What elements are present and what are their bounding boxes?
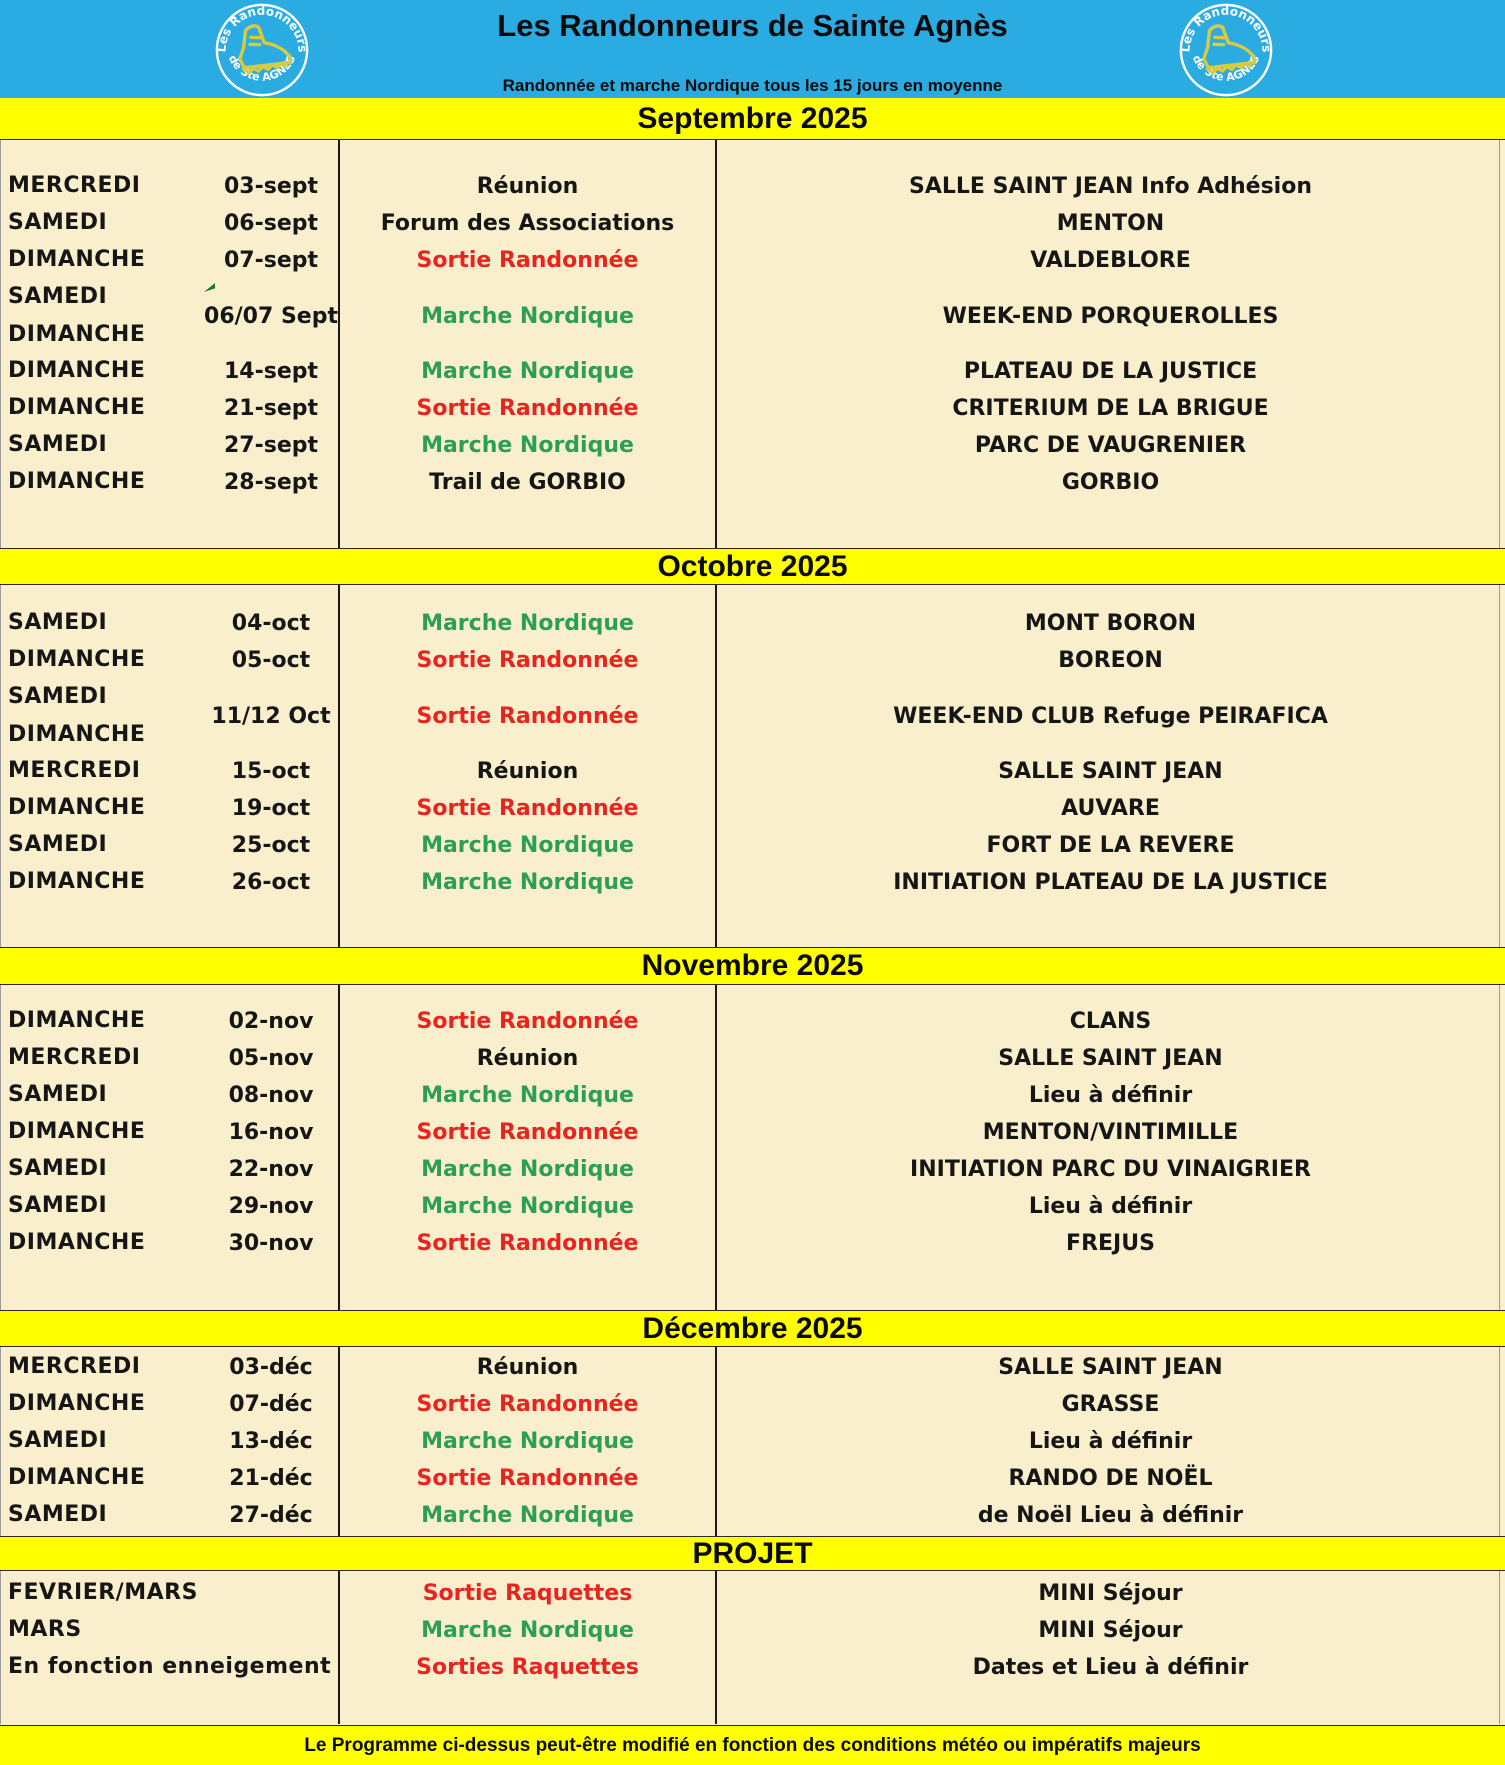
- location-cell: [716, 1612, 1505, 1649]
- day-label: DIMANCHE: [8, 321, 146, 347]
- schedule-row: [0, 427, 1505, 464]
- day-date-cell: [0, 1612, 339, 1649]
- location-cell: [716, 679, 1505, 753]
- row-days: [8, 1114, 203, 1151]
- activity-cell: [339, 1497, 716, 1534]
- row-date: 03-déc: [229, 1355, 313, 1380]
- location-cell: [716, 1386, 1505, 1423]
- day-label: MARS: [8, 1617, 82, 1643]
- activity-cell: [339, 1003, 716, 1040]
- month-section: [0, 548, 1505, 947]
- activity-cell: [339, 1575, 716, 1612]
- location-cell: [716, 205, 1505, 242]
- logo-bottom-text: de Ste AGNES: [225, 53, 299, 84]
- row-activity: Réunion: [476, 174, 579, 199]
- activity-cell: [339, 390, 716, 427]
- row-date: 08-nov: [228, 1083, 314, 1108]
- day-label: DIMANCHE: [8, 721, 146, 747]
- day-label: DIMANCHE: [8, 358, 146, 384]
- row-days: [8, 1151, 203, 1188]
- day-date-cell: [0, 827, 339, 864]
- row-date: 07-sept: [223, 248, 319, 273]
- month-section: [0, 1536, 1505, 1724]
- logo-top-text: Les Randonneurs: [214, 3, 310, 53]
- activity-cell: [339, 1077, 716, 1114]
- day-date-cell: [0, 464, 339, 501]
- location-cell: [716, 1575, 1505, 1612]
- row-location: MENTON: [1056, 211, 1165, 236]
- location-cell: [716, 1349, 1505, 1386]
- row-activity: Marche Nordique: [421, 611, 634, 636]
- day-date-cell: [0, 279, 339, 353]
- row-location: MENTON/VINTIMILLE: [982, 1120, 1239, 1145]
- activity-cell: [339, 605, 716, 642]
- row-days: [8, 864, 203, 901]
- month-title: PROJET: [692, 1536, 813, 1570]
- day-date-cell: [0, 242, 339, 279]
- row-location: RANDO DE NOËL: [1008, 1466, 1213, 1491]
- row-days: [8, 427, 203, 464]
- row-date: 13-déc: [229, 1429, 313, 1454]
- page-subtitle: Randonnée et marche Nordique tous les 15 jours en moyenne: [502, 76, 1003, 95]
- day-label: DIMANCHE: [8, 647, 146, 673]
- day-label: MERCREDI: [8, 173, 141, 199]
- schedule-row: [0, 605, 1505, 642]
- day-date-cell: [0, 1423, 339, 1460]
- schedule-row: [0, 205, 1505, 242]
- row-activity: Sortie Randonnée: [416, 1009, 639, 1034]
- day-label: SAMEDI: [8, 1193, 108, 1219]
- row-activity: Réunion: [476, 1046, 579, 1071]
- activity-cell: [339, 1460, 716, 1497]
- day-date-cell: [0, 1040, 339, 1077]
- schedule-row: [0, 1040, 1505, 1077]
- day-label: DIMANCHE: [8, 869, 146, 895]
- day-date-cell: [0, 168, 339, 205]
- location-cell: [716, 1077, 1505, 1114]
- month-title: Octobre 2025: [657, 549, 848, 583]
- logo-bottom-text: de Ste AGNES: [1189, 53, 1263, 84]
- day-date-cell: [0, 1151, 339, 1188]
- row-location: BOREON: [1058, 648, 1163, 673]
- footer-note: Le Programme ci-dessus peut-être modifié en fonction des conditions météo ou impératifs majeurs: [304, 1734, 1201, 1756]
- activity-cell: [339, 205, 716, 242]
- month-section: [0, 947, 1505, 1310]
- row-days: [8, 1188, 203, 1225]
- row-location: VALDEBLORE: [1030, 248, 1191, 273]
- row-date: 30-nov: [228, 1231, 314, 1256]
- day-date-cell: [0, 790, 339, 827]
- day-label: SAMEDI: [8, 1156, 108, 1182]
- location-cell: [716, 1151, 1505, 1188]
- location-cell: [716, 605, 1505, 642]
- activity-cell: [339, 1386, 716, 1423]
- schedule-row: [0, 1077, 1505, 1114]
- day-date-cell: [0, 1077, 339, 1114]
- location-cell: [716, 427, 1505, 464]
- row-activity: Sortie Randonnée: [416, 1392, 639, 1417]
- month-band: [0, 98, 1505, 140]
- schedule-row: [0, 168, 1505, 205]
- activity-cell: [339, 464, 716, 501]
- day-label: En fonction enneigement: [8, 1654, 332, 1680]
- row-activity: Marche Nordique: [421, 1429, 634, 1454]
- day-date-cell: [0, 1225, 339, 1262]
- footer-band: [0, 1725, 1505, 1765]
- month-title: Décembre 2025: [642, 1311, 863, 1345]
- row-days: [8, 1649, 332, 1686]
- row-days: [8, 827, 203, 864]
- row-date: 26-oct: [231, 870, 311, 895]
- activity-cell: [339, 790, 716, 827]
- row-days: [8, 1003, 203, 1040]
- schedule-row: [0, 390, 1505, 427]
- row-location: FREJUS: [1066, 1231, 1155, 1256]
- row-days: [8, 279, 203, 353]
- row-date: 06/07 Sept: [204, 303, 338, 329]
- activity-cell: [339, 1612, 716, 1649]
- row-location: de Noël Lieu à définir: [977, 1503, 1244, 1528]
- day-date-cell: [0, 1497, 339, 1534]
- schedule-row: [0, 242, 1505, 279]
- schedule-row: [0, 1225, 1505, 1262]
- day-date-cell: [0, 390, 339, 427]
- schedule-row: [0, 679, 1505, 753]
- schedule-row: [0, 1188, 1505, 1225]
- activity-cell: [339, 353, 716, 390]
- row-activity: Sortie Randonnée: [416, 248, 639, 273]
- month-title: Septembre 2025: [637, 101, 868, 135]
- row-activity: Réunion: [476, 1355, 579, 1380]
- row-activity: Marche Nordique: [421, 1194, 634, 1219]
- day-label: DIMANCHE: [8, 247, 146, 273]
- row-date: 21-sept: [223, 396, 319, 421]
- row-days: [8, 605, 203, 642]
- row-date: 15-oct: [231, 759, 311, 784]
- month-body: [0, 140, 1505, 548]
- row-location: Dates et Lieu à définir: [972, 1655, 1249, 1680]
- schedule-row: [0, 464, 1505, 501]
- month-section: [0, 98, 1505, 548]
- location-cell: [716, 1649, 1505, 1686]
- activity-cell: [339, 679, 716, 753]
- row-location: WEEK-END CLUB Refuge PEIRAFICA: [893, 703, 1328, 729]
- day-label: SAMEDI: [8, 1082, 108, 1108]
- day-date-cell: [0, 427, 339, 464]
- row-location: AUVARE: [1061, 796, 1160, 821]
- row-date: 27-déc: [229, 1503, 313, 1528]
- schedule-row: [0, 353, 1505, 390]
- row-activity: Sortie Raquettes: [422, 1581, 633, 1606]
- activity-cell: [339, 642, 716, 679]
- logo-top-text: Les Randonneurs: [1178, 3, 1274, 53]
- location-cell: [716, 1040, 1505, 1077]
- row-activity: Réunion: [476, 759, 579, 784]
- row-location: PARC DE VAUGRENIER: [974, 433, 1247, 458]
- row-date: 27-sept: [223, 433, 319, 458]
- schedule-row: [0, 753, 1505, 790]
- activity-cell: [339, 1649, 716, 1686]
- row-activity: Marche Nordique: [421, 359, 634, 384]
- day-date-cell: [0, 1649, 339, 1686]
- day-label: DIMANCHE: [8, 1008, 146, 1034]
- row-activity: Sortie Randonnée: [416, 796, 639, 821]
- header: [0, 0, 1505, 98]
- month-title: Novembre 2025: [641, 949, 864, 982]
- row-date: 21-déc: [229, 1466, 313, 1491]
- location-cell: [716, 1114, 1505, 1151]
- location-cell: [716, 1423, 1505, 1460]
- schedule-row: [0, 1151, 1505, 1188]
- location-cell: [716, 464, 1505, 501]
- row-location: SALLE SAINT JEAN: [998, 1355, 1223, 1380]
- activity-cell: [339, 1114, 716, 1151]
- day-date-cell: [0, 753, 339, 790]
- row-days: [8, 1386, 203, 1423]
- row-days: [8, 353, 203, 390]
- row-location: SALLE SAINT JEAN Info Adhésion: [908, 174, 1312, 199]
- schedule-row: [0, 1423, 1505, 1460]
- row-location: GRASSE: [1061, 1392, 1160, 1417]
- day-label: DIMANCHE: [8, 1230, 146, 1256]
- day-date-cell: [0, 605, 339, 642]
- row-days: [8, 1575, 203, 1612]
- schedule-row: [0, 1349, 1505, 1386]
- location-cell: [716, 1460, 1505, 1497]
- row-days: [8, 1423, 203, 1460]
- row-location: SALLE SAINT JEAN: [998, 1046, 1223, 1071]
- month-section: [0, 1310, 1505, 1536]
- day-label: DIMANCHE: [8, 395, 146, 421]
- schedule-row: [0, 1497, 1505, 1534]
- row-days: [8, 390, 203, 427]
- row-days: [8, 679, 203, 753]
- row-date: 11/12 Oct: [211, 703, 331, 729]
- month-body: [0, 985, 1505, 1310]
- location-cell: [716, 753, 1505, 790]
- row-activity: Marche Nordique: [421, 1083, 634, 1108]
- day-label: SAMEDI: [8, 210, 108, 236]
- row-location: MINI Séjour: [1038, 1581, 1183, 1606]
- row-activity: Sortie Randonnée: [416, 1466, 639, 1491]
- activity-cell: [339, 1349, 716, 1386]
- row-location: PLATEAU DE LA JUSTICE: [963, 359, 1258, 384]
- month-body: [0, 585, 1505, 947]
- row-location: Lieu à définir: [1028, 1429, 1193, 1454]
- schedule-sections: [0, 98, 1505, 1724]
- month-band: [0, 1536, 1505, 1571]
- day-date-cell: [0, 1386, 339, 1423]
- location-cell: [716, 1497, 1505, 1534]
- row-days: [8, 1349, 203, 1386]
- activity-cell: [339, 827, 716, 864]
- location-cell: [716, 1003, 1505, 1040]
- row-location: CLANS: [1069, 1009, 1152, 1034]
- day-label: SAMEDI: [8, 284, 108, 309]
- row-activity: Marche Nordique: [421, 433, 634, 458]
- row-days: [8, 1077, 203, 1114]
- row-days: [8, 1612, 203, 1649]
- row-location: SALLE SAINT JEAN: [998, 759, 1223, 784]
- schedule-row: [0, 279, 1505, 353]
- activity-cell: [339, 279, 716, 353]
- day-date-cell: [0, 1188, 339, 1225]
- row-activity: Sortie Randonnée: [416, 1231, 639, 1256]
- row-location: MINI Séjour: [1038, 1618, 1183, 1643]
- row-days: [8, 168, 203, 205]
- row-date: 22-nov: [228, 1157, 314, 1182]
- location-cell: [716, 353, 1505, 390]
- row-activity: Sortie Randonnée: [416, 703, 639, 729]
- row-days: [8, 242, 203, 279]
- row-activity: Sorties Raquettes: [416, 1655, 639, 1680]
- activity-cell: [339, 1225, 716, 1262]
- schedule-row: [0, 864, 1505, 901]
- row-date: 07-déc: [229, 1392, 313, 1417]
- day-date-cell: [0, 642, 339, 679]
- day-label: MERCREDI: [8, 758, 141, 784]
- row-days: [8, 1040, 203, 1077]
- day-label: DIMANCHE: [8, 1391, 146, 1417]
- day-label: MERCREDI: [8, 1354, 141, 1380]
- row-activity: Marche Nordique: [421, 833, 634, 858]
- row-date: 16-nov: [228, 1120, 314, 1145]
- page-title: Les Randonneurs de Sainte Agnès: [497, 8, 1008, 43]
- month-body: [0, 1571, 1505, 1724]
- row-location: Lieu à définir: [1028, 1194, 1193, 1219]
- month-band: [0, 947, 1505, 985]
- activity-cell: [339, 242, 716, 279]
- day-label: FEVRIER/MARS: [8, 1580, 198, 1606]
- location-cell: [716, 279, 1505, 353]
- activity-cell: [339, 168, 716, 205]
- day-label: MERCREDI: [8, 1045, 141, 1071]
- row-location: INITIATION PLATEAU DE LA JUSTICE: [893, 870, 1328, 895]
- row-days: [8, 642, 203, 679]
- day-label: SAMEDI: [8, 1502, 108, 1528]
- day-label: DIMANCHE: [8, 795, 146, 821]
- row-activity: Marche Nordique: [421, 870, 634, 895]
- row-location: FORT DE LA REVERE: [986, 833, 1235, 858]
- location-cell: [716, 1188, 1505, 1225]
- row-date: 29-nov: [228, 1194, 314, 1219]
- schedule-row: [0, 642, 1505, 679]
- row-date: 05-oct: [231, 648, 311, 673]
- schedule-row: [0, 827, 1505, 864]
- row-location: GORBIO: [1061, 470, 1160, 495]
- row-date: 06-sept: [223, 211, 319, 236]
- location-cell: [716, 242, 1505, 279]
- row-days: [8, 205, 203, 242]
- row-days: [8, 464, 203, 501]
- activity-cell: [339, 1188, 716, 1225]
- row-date: 02-nov: [228, 1009, 314, 1034]
- row-days: [8, 1460, 203, 1497]
- row-date: 25-oct: [231, 833, 311, 858]
- row-location: CRITERIUM DE LA BRIGUE: [952, 396, 1269, 421]
- month-band: [0, 1310, 1505, 1347]
- location-cell: [716, 790, 1505, 827]
- day-date-cell: [0, 1349, 339, 1386]
- day-label: SAMEDI: [8, 1428, 108, 1454]
- month-body: [0, 1347, 1505, 1536]
- row-location: MONT BORON: [1024, 611, 1197, 636]
- day-label: SAMEDI: [8, 684, 108, 709]
- schedule-row: [0, 1386, 1505, 1423]
- row-date: 28-sept: [223, 470, 319, 495]
- location-cell: [716, 168, 1505, 205]
- row-date: 14-sept: [223, 359, 319, 384]
- location-cell: [716, 1225, 1505, 1262]
- row-activity: Marche Nordique: [421, 1618, 634, 1643]
- row-activity: Sortie Randonnée: [416, 648, 639, 673]
- day-date-cell: [0, 1575, 339, 1612]
- day-date-cell: [0, 1114, 339, 1151]
- row-location: WEEK-END PORQUEROLLES: [942, 303, 1279, 329]
- activity-cell: [339, 1423, 716, 1460]
- day-label: SAMEDI: [8, 832, 108, 858]
- location-cell: [716, 642, 1505, 679]
- schedule-row: [0, 1612, 1505, 1649]
- day-date-cell: [0, 353, 339, 390]
- day-label: DIMANCHE: [8, 1465, 146, 1491]
- row-days: [8, 1497, 203, 1534]
- day-date-cell: [0, 1003, 339, 1040]
- row-date: 19-oct: [231, 796, 311, 821]
- day-date-cell: [0, 1460, 339, 1497]
- day-label: DIMANCHE: [8, 1119, 146, 1145]
- location-cell: [716, 390, 1505, 427]
- activity-cell: [339, 753, 716, 790]
- activity-cell: [339, 864, 716, 901]
- activity-cell: [339, 1151, 716, 1188]
- schedule-row: [0, 1003, 1505, 1040]
- row-days: [8, 1225, 203, 1262]
- activity-cell: [339, 427, 716, 464]
- location-cell: [716, 827, 1505, 864]
- schedule-row: [0, 790, 1505, 827]
- day-label: SAMEDI: [8, 610, 108, 636]
- row-date: 05-nov: [228, 1046, 314, 1071]
- schedule-row: [0, 1575, 1505, 1612]
- row-days: [8, 790, 203, 827]
- row-days: [8, 753, 203, 790]
- row-date: 04-oct: [231, 611, 311, 636]
- row-date: 03-sept: [223, 174, 319, 199]
- row-activity: Marche Nordique: [421, 303, 634, 329]
- row-activity: Forum des Associations: [380, 211, 675, 236]
- day-date-cell: [0, 679, 339, 753]
- day-label: DIMANCHE: [8, 469, 146, 495]
- row-activity: Sortie Randonnée: [416, 396, 639, 421]
- row-activity: Marche Nordique: [421, 1503, 634, 1528]
- day-date-cell: [0, 864, 339, 901]
- row-location: Lieu à définir: [1028, 1083, 1193, 1108]
- row-activity: Trail de GORBIO: [429, 470, 626, 495]
- row-location: INITIATION PARC DU VINAIGRIER: [910, 1157, 1311, 1182]
- schedule-row: [0, 1649, 1505, 1686]
- row-activity: Sortie Randonnée: [416, 1120, 639, 1145]
- day-date-cell: [0, 205, 339, 242]
- activity-cell: [339, 1040, 716, 1077]
- month-band: [0, 548, 1505, 585]
- location-cell: [716, 864, 1505, 901]
- day-label: SAMEDI: [8, 432, 108, 458]
- schedule-row: [0, 1114, 1505, 1151]
- row-activity: Marche Nordique: [421, 1157, 634, 1182]
- schedule-row: [0, 1460, 1505, 1497]
